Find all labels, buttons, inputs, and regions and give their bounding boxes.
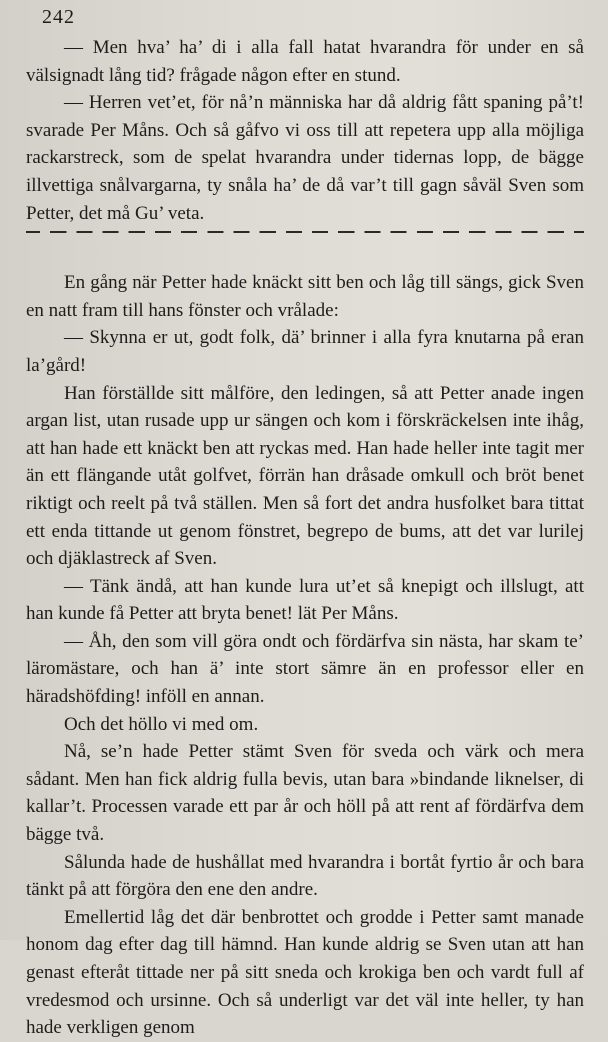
paragraph: — Men hva’ ha’ di i alla fall hatat hvarandra för under en så välsignadt lång tid? frågade någon efter en stund. xyxy=(26,37,584,86)
paragraph: — Tänk ändå, att han kunde lura ut’et så knepigt och illslugt, att han kunde få Petter att bryta benet! lät Per Måns. xyxy=(26,575,584,625)
paragraph: — Åh, den som vill göra ondt och fördärfva sin nästa, har skam te’ läromästare, och han ä’ inte stort sämre än en professor eller en häradshöfding! inföll en annan. xyxy=(26,630,584,708)
paragraph: — Skynna er ut, godt folk, dä’ brinner i alla fyra knutarna på eran la’gård! xyxy=(26,327,584,376)
paragraph: En gång när Petter hade knäckt sitt ben och låg till sängs, gick Sven en natt fram till hans fönster och vrålade: xyxy=(26,272,584,321)
body-text xyxy=(26,34,584,1042)
paragraph: — Herren vet’et, för nå’n människa har då aldrig fått spaning på’t! svarade Per Måns. Och så gåfvo vi oss till att repetera upp alla möjliga rackarstreck, som de spelat hvarandra under tidernas lopp, de bägge illvettiga snålvargarna, ty snåla ha’ de då var’t till gagn såväl Sven som Petter, det må Gu’ veta. xyxy=(26,92,584,224)
page-number: 242 xyxy=(42,6,75,28)
paragraph: Sålunda hade de hushållat med hvarandra i bortåt fyrtio år och bara tänkt på att förgöra den ene den andre. xyxy=(26,851,584,901)
paragraph: Och det höllo vi med om. xyxy=(64,713,259,735)
paragraph: Han förställde sitt målföre, den ledingen, så att Petter anade ingen argan list, utan rusade upp ur sängen och kom i förskräckelsen inte ihåg, att han hade ett knäckt ben att ryckas med. Han hade heller inte tagit mer än ett flängande utåt golfvet, förrän han dråsade omkull och bröt benet riktigt och reelt på två ställen. Men så fort det andra husfolket bara tittat ett enda tittande ut genom fönstret, begrepo de bums, att det var lurilej och djäklastreck af Sven. xyxy=(26,382,584,570)
section-divider xyxy=(26,231,584,247)
paragraph: Nå, se’n hade Petter stämt Sven för sveda och värk och mera sådant. Men han fick aldrig fulla bevis, utan bara »bindande liknelser, di kallar’t. Processen varade ett par år och höll på att rent af fördärfva dem bägge två. xyxy=(26,741,584,846)
paragraph: Emellertid låg det där benbrottet och grodde i Petter samt manade honom dag efter dag till hämnd. Han kunde aldrig se Sven utan att han genast efteråt tittade ner på sitt sneda och krokiga ben och vardt full af vredesmod och ursinne. Och så underligt var det väl inte heller, ty han hade verkligen genom xyxy=(26,906,584,1039)
